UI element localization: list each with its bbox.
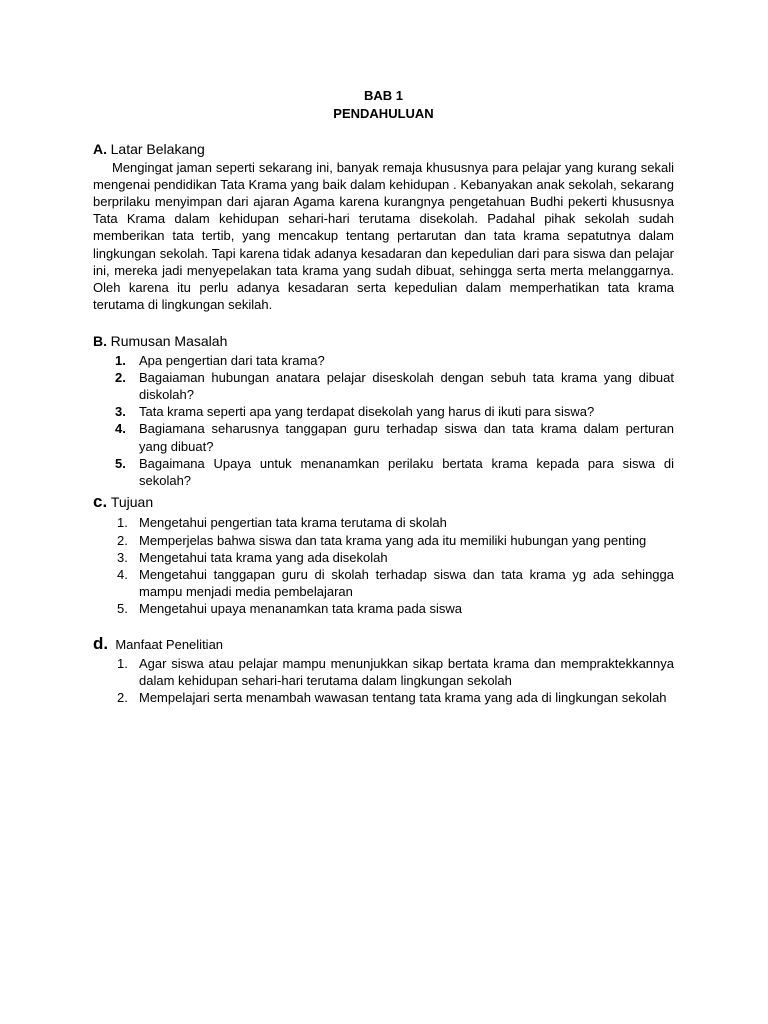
list-item-number: 1. xyxy=(115,352,126,368)
list-item-number: 3. xyxy=(117,549,128,565)
section-d-letter: d. xyxy=(93,633,109,653)
section-c-title: Tujuan xyxy=(110,494,154,511)
document-body xyxy=(93,87,674,707)
list-item-text: Bagaimana Upaya untuk menanamkan perilaku bertata krama kepada para siswa di sekolah? xyxy=(139,455,674,489)
section-a-letter: A. xyxy=(93,141,107,158)
list-item-text: Mengetahui tanggapan guru di skolah terhadap siswa dan tata krama yg ada sehingga mampu menjadi media pembelajaran xyxy=(139,567,674,600)
chapter-title: PENDAHULUAN xyxy=(333,106,434,122)
list-item-number: 5. xyxy=(117,601,128,617)
section-a-heading xyxy=(93,141,674,158)
list-item xyxy=(93,655,674,689)
list-item-number: 4. xyxy=(115,421,126,437)
section-d-title: Manfaat Penelitian xyxy=(115,636,224,652)
list-item-text: Mengetahui upaya menanamkan tata krama pada siswa xyxy=(139,601,463,617)
list-item-text: Memperjelas bahwa siswa dan tata krama yang ada itu memiliki hubungan yang penting xyxy=(139,532,647,548)
list-item xyxy=(93,689,674,706)
list-item xyxy=(93,566,674,600)
list-item xyxy=(93,549,674,566)
list-item-text: Mengetahui tata krama yang ada disekolah xyxy=(139,549,388,565)
section-c-letter: c. xyxy=(93,492,108,512)
list-item-text: Mengetahui pengertian tata krama terutama di skolah xyxy=(139,515,447,531)
list-item-number: 2. xyxy=(115,369,126,385)
list-item xyxy=(93,420,674,454)
section-b-title: Rumusan Masalah xyxy=(110,333,228,350)
section-b-heading xyxy=(93,333,674,350)
list-item xyxy=(93,600,674,617)
list-item xyxy=(93,455,674,489)
list-item xyxy=(93,403,674,420)
list-item xyxy=(93,369,674,403)
list-item-text: Agar siswa atau pelajar mampu menunjukkan sikap bertata krama dan mempraktekkannya dalam kehidupan sehari-hari terutama dalam lingkungan sekolah xyxy=(139,655,674,689)
list-item-number: 1. xyxy=(117,515,128,531)
list-item-number: 2. xyxy=(117,532,128,548)
benefit-list xyxy=(93,655,674,707)
list-item-text: Mempelajari serta menambah wawasan tentang tata krama yang ada di lingkungan sekolah xyxy=(139,690,667,706)
list-item xyxy=(93,532,674,549)
list-item-text: Bagaiaman hubungan anatara pelajar diseskolah dengan sebuh tata krama yang dibuat diskolah? xyxy=(139,369,674,403)
problem-list xyxy=(93,352,674,490)
chapter-label: BAB 1 xyxy=(363,88,403,103)
list-item-text: Tata krama seperti apa yang terdapat disekolah yang harus di ikuti para siswa? xyxy=(139,404,595,420)
section-a-title: Latar Belakang xyxy=(110,141,205,158)
list-item-number: 5. xyxy=(115,455,126,471)
list-item xyxy=(93,514,674,531)
list-item-number: 3. xyxy=(115,404,126,420)
list-item xyxy=(93,352,674,369)
objective-list xyxy=(93,514,674,617)
background-paragraph: Mengingat jaman seperti sekarang ini, banyak remaja khususnya para pelajar yang kurang sekali mengenai pendidikan Tata Krama yang baik dalam kehidupan . Kebanyakan anak sekolah, sekarang berprilaku menyimpan dari ajaran Agama karena kurangnya pengetahuan Budhi pekerti khususnya Tata Krama dalam kehidupan sehari-hari terutama disekolah. Padahal pihak sekolah sudah memberikan tata tertib, yang mencakup tentang pertarutan dan tata krama sepatutnya dalam lingkungan sekolah. Tapi karena tidak adanya kesadaran dan kepedulian dari para siswa dan pelajar ini, mereka jadi menyepelakan tata krama yang sudah dibuat, sehingga serta merta melanggarnya. Oleh karena itu perlu adanya kesadaran serta kepedulian dalam memperhatikan tata krama terutama di lingkungan sekilah. xyxy=(93,159,674,313)
section-d-heading xyxy=(93,635,674,653)
list-item-text: Apa pengertian dari tata krama? xyxy=(139,352,325,368)
section-c-heading xyxy=(93,493,674,511)
section-b-letter: B. xyxy=(93,333,107,350)
list-item-number: 1. xyxy=(117,655,128,671)
list-item-number: 4. xyxy=(117,567,128,583)
list-item-text: Bagiamana seharusnya tanggapan guru terhadap siswa dan tata krama dalam perturan yang dibuat? xyxy=(139,421,674,454)
list-item-number: 2. xyxy=(117,690,128,706)
